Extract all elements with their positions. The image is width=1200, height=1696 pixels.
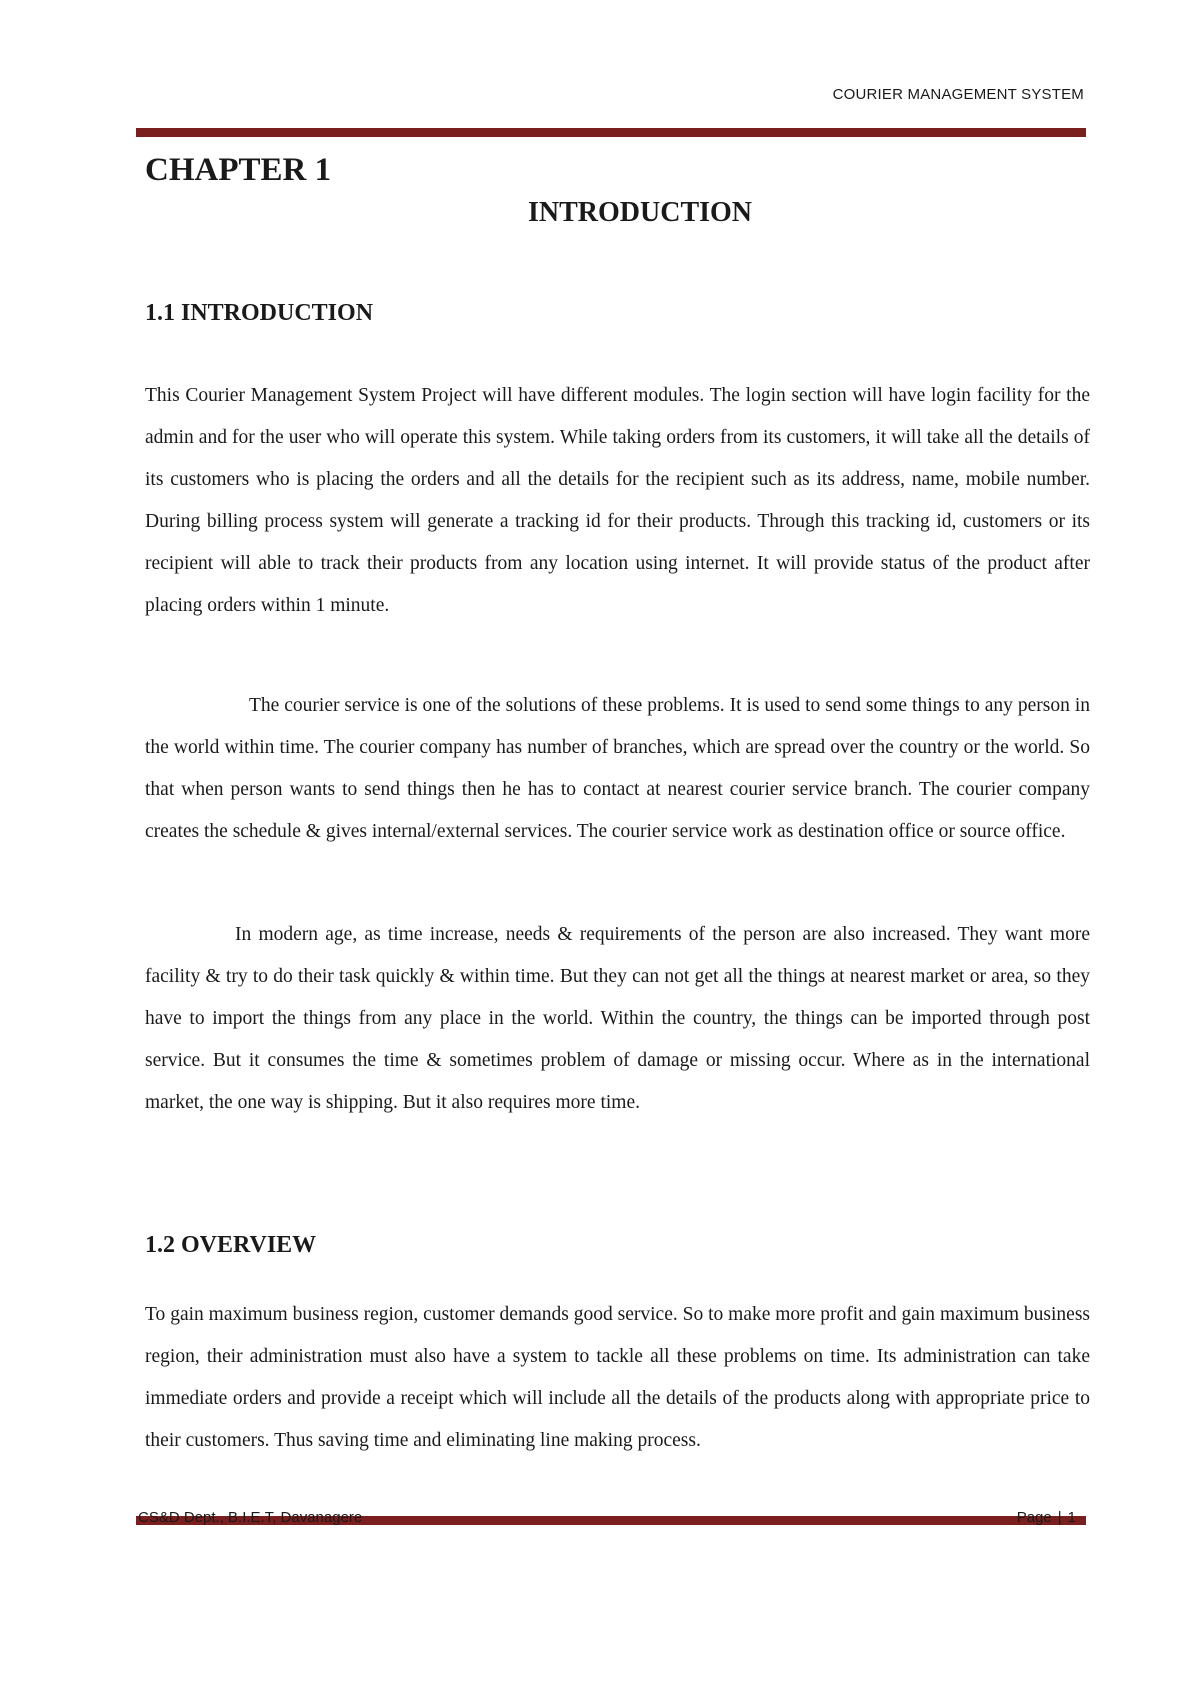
page-number: 1 (1067, 1509, 1076, 1526)
footer-department: CS&D Dept., B.I.E.T, Davanagere (138, 1509, 363, 1526)
paragraph: In modern age, as time increase, needs & requirements of the person are also increased. They want more facility & try to do their task quickly & within time. But they can not get all the things at nearest market or area, so they have to import the things from any place in the world. Within the country, the things can be imported through post service. But it consumes the time & sometimes problem of damage or missing occur. Where as in the international market, the one way is shipping. But it also requires more time. (145, 924, 1090, 1113)
section-heading: 1.1 INTRODUCTION (145, 300, 374, 326)
intro-paragraph-1-block (145, 375, 1090, 627)
section-heading: 1.2 OVERVIEW (145, 1232, 317, 1258)
paragraph: To gain maximum business region, customer demands good service. So to make more profit and gain maximum business region, their administration must also have a system to tackle all these problems on time. Its administration can take immediate orders and provide a receipt which will include all the details of the products along with appropriate price to their customers. Thus saving time and eliminating line making process. (145, 1304, 1090, 1451)
header-title: COURIER MANAGEMENT SYSTEM (832, 86, 1084, 103)
page-separator: | (1057, 1509, 1062, 1526)
section-overview (145, 1232, 1090, 1259)
chapter-title: INTRODUCTION (527, 197, 753, 228)
header-rule (136, 128, 1086, 137)
footer-page-indicator (1017, 1509, 1076, 1526)
section-introduction (145, 300, 1090, 327)
intro-paragraph-2-block (145, 685, 1090, 853)
paragraph: The courier service is one of the solutions of these problems. It is used to send some things to any person in the world within time. The courier company has number of branches, which are spread over the country or the world. So that when person wants to send things then he has to contact at nearest courier service branch. The courier company creates the schedule & gives internal/external services. The courier service work as destination office or source office. (145, 695, 1090, 842)
paragraph: This Courier Management System Project will have different modules. The login section will have login facility for the admin and for the user who will operate this system. While taking orders from its customers, it will take all the details of its customers who is placing the orders and all the details for the recipient such as its address, name, mobile number. During billing process system will generate a tracking id for their products. Through this tracking id, customers or its recipient will able to track their products from any location using internet. It will provide status of the product after placing orders within 1 minute. (145, 385, 1090, 616)
page-label: Page (1016, 1509, 1052, 1526)
overview-paragraph-block (145, 1294, 1090, 1462)
intro-paragraph-3-block (145, 914, 1090, 1124)
chapter-number: CHAPTER 1 (145, 152, 332, 188)
